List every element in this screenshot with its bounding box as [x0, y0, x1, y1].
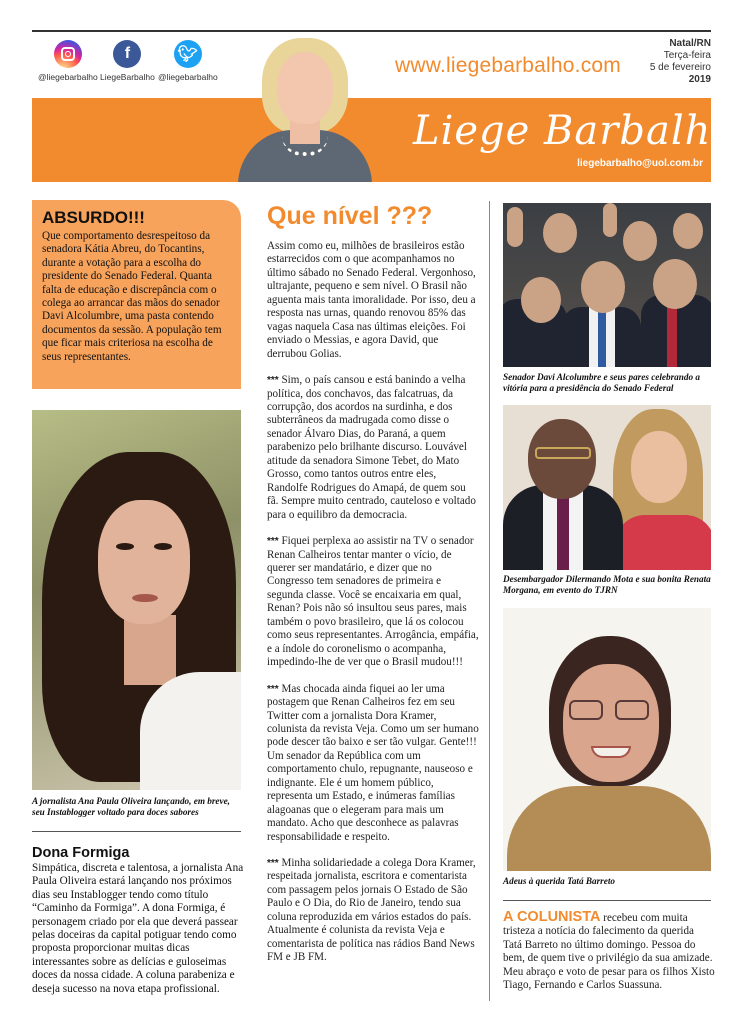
absurdo-text: Que comportamento desrespeitoso da senadora Kátia Abreu, do Tocantins, durante a votação para a escolha do presidente do Senado Federal. Quanta falta de educação e discrepância com o colega ao arrancar das mãos do senador Davi Alcolumbre, uma pasta contendo documentos da sessão. A população tem que ficar mais criteriosa na escolha de seus representantes. [42, 230, 222, 363]
paragraph-text: Sim, o país cansou e está banindo a velha política, dos conchavos, das falcatruas, da corrupção, dos acordos na surdinha, e dos subterrâneos da madrugada como disse o senador Álvaro Dias, do Paraná, a quem parabenizo pelo brilhante discurso. Louvável atitude da senadora Simone Tebet, do Mato Grosso, como tantos outros entre eles, Randolfe Rodrigues do Amapá, de quem sou fã. Sempre muito centrado, cauteloso e voltado para o equilibro da democracia. [267, 374, 476, 521]
dona-formiga-text: Simpática, discreta e talentosa, a jornalista Ana Paula Oliveira estará lançando nos próximos dias seu Instablogger tendo como título “Caminho da Formiga”. A dona Formiga, é personagem criado por ela que deverá passear pelas doceiras da capital potiguar tendo como proposta proporcionar muitas dicas interessantes sobre as delícias e guloseimas doces da nossa cidade. A coluna parabeniza e deseja sucesso na nova etapa profissional. [32, 862, 244, 995]
left-divider [32, 831, 241, 832]
instagram-link[interactable] [38, 40, 98, 82]
city: Natal/RN [669, 38, 711, 49]
paragraph-text: Minha solidariedade a colega Dora Kramer, respeitada jornalista, escritora e comentarista com passagem pelos jornais O Estado de São Paulo e O Dia, do Rio de Janeiro, tendo sua coluna reproduzida em vários estados do país. Atualmente é colunista da revista Veja e comentarista de política nas rádios Band News FM e JB FM. [267, 857, 476, 964]
colunista-label: A COLUNISTA [503, 909, 601, 925]
dona-formiga-title: Dona Formiga [32, 845, 130, 861]
photo-ana-paula [32, 410, 241, 790]
main-article-title: Que nível ??? [267, 202, 433, 230]
facebook-icon: f [113, 40, 141, 68]
caption-ana-paula: A jornalista Ana Paula Oliveira lançando, em breve, seu Instablogger voltado para doces sabores [32, 796, 230, 818]
facebook-link[interactable] [100, 40, 155, 82]
paragraph-marker: *** [267, 536, 279, 548]
main-article-body [267, 240, 479, 978]
paragraph-text: Fiquei perplexa ao assistir na TV o senador Renan Calheiros tentar manter o vício, de querer ser mandatário, e dizer que no Congresso tem senadores de primeira e segunda classe. Você se encaixaria em qual, Renan? Pois não só insultou seus pares, mais também o povo brasileiro, que lá os colocou como seus representantes. Arrogância, empáfia, e a índole do coronelismo o acompanha, impedindo-lhe de ver que o Brasil mudou!!! [267, 535, 479, 669]
main-paragraph [267, 683, 479, 844]
paragraph-marker: *** [267, 858, 279, 870]
column-divider [489, 201, 490, 1001]
main-paragraph [267, 240, 479, 361]
edition-info [650, 38, 711, 86]
website-link[interactable]: www.liegebarbalho.com [395, 54, 621, 77]
twitter-handle: @liegebarbalho [158, 72, 218, 82]
photo-senado [503, 203, 711, 367]
twitter-icon: 🐦︎ [174, 40, 202, 68]
main-paragraph [267, 857, 479, 965]
facebook-handle: LiegeBarbalho [100, 72, 155, 82]
main-paragraph [267, 535, 479, 670]
instagram-icon [54, 40, 82, 68]
date: 5 de fevereiro [649, 62, 711, 73]
photo-tata-barreto [503, 608, 711, 871]
photo-desembargador [503, 405, 711, 570]
colunista-section [503, 911, 715, 993]
brand-title: Liege Barbalho [413, 108, 737, 154]
columnist-portrait [232, 36, 378, 182]
year: 2019 [688, 74, 711, 85]
weekday: Terça-feira [663, 50, 711, 61]
paragraph-marker: *** [267, 683, 279, 695]
caption-senado: Senador Davi Alcolumbre e seus pares celebrando a vitória para a presidência do Senado Federal [503, 372, 700, 394]
absurdo-title: ABSURDO!!! [42, 208, 145, 227]
caption-tata-barreto: Adeus à querida Tatá Barreto [503, 876, 615, 886]
absurdo-box [32, 200, 241, 389]
paragraph-text: Mas chocada ainda fiquei ao ler uma postagem que Renan Calheiros fez em seu Twitter com a jornalista Dora Kramer, colunista da revista Veja. Como um ser humano pode descer tão baixo e ser tão vulgar. Gente!!! Um senador da República com um comportamento chulo, repugnante, nauseoso e indignante. Ele é um homem público, representa um Estado, e inúmeras famílias alagoanas que o elegeram para mais um mandato. Acho que desconhece as palavras responsabilidade e respeito. [267, 682, 479, 843]
right-divider [503, 900, 711, 901]
email-link[interactable]: liegebarbalho@uol.com.br [577, 158, 703, 169]
paragraph-marker: *** [267, 375, 279, 387]
twitter-link[interactable] [158, 40, 218, 82]
caption-desembargador: Desembargador Dilermando Mota e sua bonita Renata Morgana, em evento do TJRN [503, 574, 711, 596]
header-top-rule [32, 30, 711, 32]
colunista-text: recebeu com muita tristeza a notícia do falecimento da querida Tatá Barreto no último domingo. Pessoa do bem, de quem tive o privilégio da sua amizade. Meu abraço e voto de pesar para os filhos Xisto Tiago, Fernando e Carlos Suassuna. [503, 912, 715, 992]
instagram-handle: @liegebarbalho [38, 72, 98, 82]
paragraph-text: Assim como eu, milhões de brasileiros estão estarrecidos com o que acompanhamos no último sábado no Senado Federal. Vergonhoso, ultrajante, pequeno e sem nível. O Brasil não aguenta mais tanta imoralidade. Por isso, deu a resposta nas urnas, quando renovou 85% das vagas naquela Casa nas últimas eleições. Foi enviado o Messias, e agora David, que derrubou Golias. [267, 240, 476, 360]
main-paragraph [267, 374, 479, 522]
